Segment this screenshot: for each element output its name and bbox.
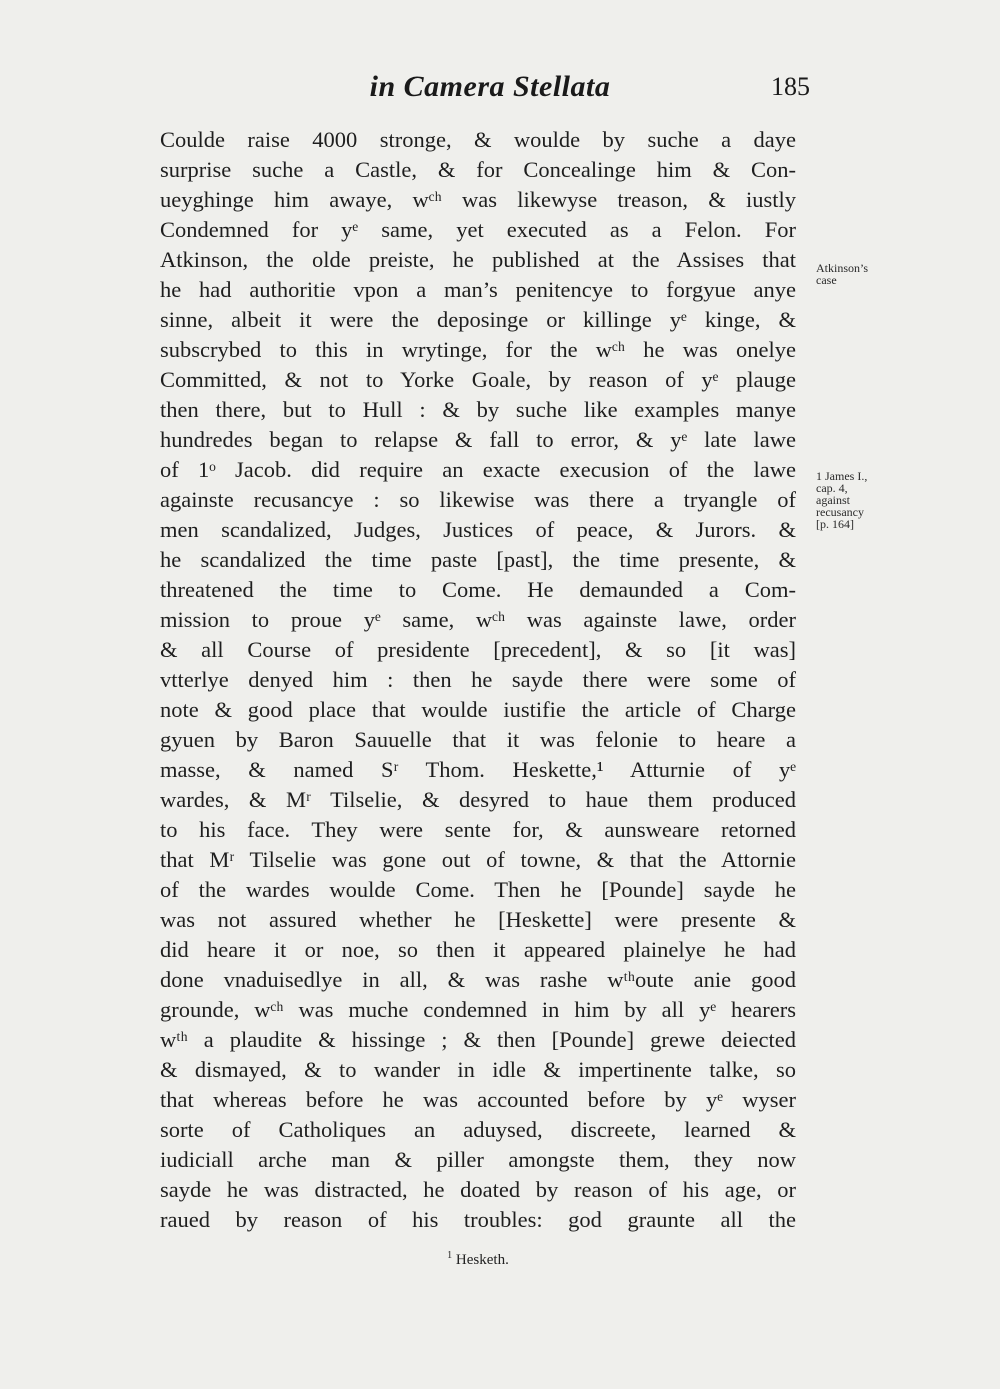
text-line: surprise suche a Castle, & for Concealinge him & Con- — [160, 157, 796, 182]
text-line: & all Course of presidente [precedent], & so [it was] — [160, 637, 796, 662]
text-line: then there, but to Hull : & by suche like examples manye — [160, 397, 796, 422]
marginal-note-james — [816, 470, 926, 530]
text-line: that Mʳ Tilselie was gone out of towne, & that the Attornie — [160, 847, 796, 872]
note-line: 1 James I., — [816, 469, 868, 483]
text-line: Atkinson, the olde preiste, he published at the Assises that — [160, 247, 796, 272]
footnote-text: Hesketh. — [455, 1252, 509, 1268]
note-line: against — [816, 493, 850, 507]
note-line: recusancy — [816, 505, 864, 519]
text-line: he scandalized the time paste [past], the time presente, & — [160, 547, 796, 572]
text-line: of the wardes woulde Come. Then he [Pounde] sayde he — [160, 877, 796, 902]
text-line: mission to proue yᵉ same, wᶜʰ was againste lawe, order — [160, 607, 796, 632]
text-line: ueyghinge him awaye, wᶜʰ was likewyse treason, & iustly — [160, 187, 796, 212]
text-line: was not assured whether he [Heskette] were presente & — [160, 907, 796, 932]
text-line: subscrybed to this in wrytinge, for the wᶜʰ he was onelye — [160, 337, 796, 362]
text-line: to his face. They were sente for, & aunsweare retorned — [160, 817, 796, 842]
marginal-note-atkinson — [816, 262, 926, 286]
text-line: masse, & named Sʳ Thom. Heskette,¹ Atturnie of yᵉ — [160, 757, 796, 782]
note-line: cap. 4, — [816, 481, 848, 495]
text-line: wᵗʰ a plaudite & hissinge ; & then [Pounde] grewe deiected — [160, 1027, 796, 1052]
footnote-marker: 1 — [447, 1250, 453, 1261]
text-line: note & good place that woulde iustifie the article of Charge — [160, 697, 796, 722]
footnote — [160, 1250, 796, 1269]
note-line: case — [816, 273, 837, 287]
body-text — [160, 125, 796, 1235]
text-line: Coulde raise 4000 stronge, & woulde by suche a daye — [160, 127, 796, 152]
text-line: wardes, & Mʳ Tilselie, & desyred to haue them produced — [160, 787, 796, 812]
text-line: men scandalized, Judges, Justices of peace, & Jurors. & — [160, 517, 796, 542]
text-line: threatened the time to Come. He demaunded a Com- — [160, 577, 796, 602]
text-line: hundredes began to relapse & fall to error, & yᵉ late lawe — [160, 427, 796, 452]
text-line: of 1ᵒ Jacob. did require an exacte execusion of the lawe — [160, 457, 796, 482]
text-line: againste recusancye : so likewise was there a tryangle of — [160, 487, 796, 512]
text-line: gyuen by Baron Sauuelle that it was felonie to heare a — [160, 727, 796, 752]
text-line: that whereas before he was accounted before by yᵉ wyser — [160, 1087, 796, 1112]
text-line: he had authoritie vpon a man’s penitencye to forgyue anye — [160, 277, 796, 302]
text-line: Condemned for yᵉ same, yet executed as a Felon. For — [160, 217, 796, 242]
text-line: raued by reason of his troubles: god graunte all the — [160, 1207, 796, 1232]
text-line: did heare it or noe, so then it appeared plainelye he had — [160, 937, 796, 962]
text-line: grounde, wᶜʰ was muche condemned in him by all yᵉ hearers — [160, 997, 796, 1022]
text-line: sorte of Catholiques an aduysed, discreete, learned & — [160, 1117, 796, 1142]
page-number: 185 — [771, 72, 810, 101]
text-line: & dismayed, & to wander in idle & impertinente talke, so — [160, 1057, 796, 1082]
note-line: [p. 164] — [816, 517, 854, 531]
note-line: Atkinson’s — [816, 261, 869, 275]
text-line: iudiciall arche man & piller amongste them, they now — [160, 1147, 796, 1172]
text-line: sayde he was distracted, he doated by reason of his age, or — [160, 1177, 796, 1202]
text-line: Committed, & not to Yorke Goale, by reason of yᵉ plauge — [160, 367, 796, 392]
running-title: in Camera Stellata — [369, 70, 611, 103]
text-line: sinne, albeit it were the deposinge or killinge yᵉ kinge, & — [160, 307, 796, 332]
text-line: vtterlye denyed him : then he sayde there were some of — [160, 667, 796, 692]
text-line: done vnaduisedlye in all, & was rashe wᵗʰoute anie good — [160, 967, 796, 992]
